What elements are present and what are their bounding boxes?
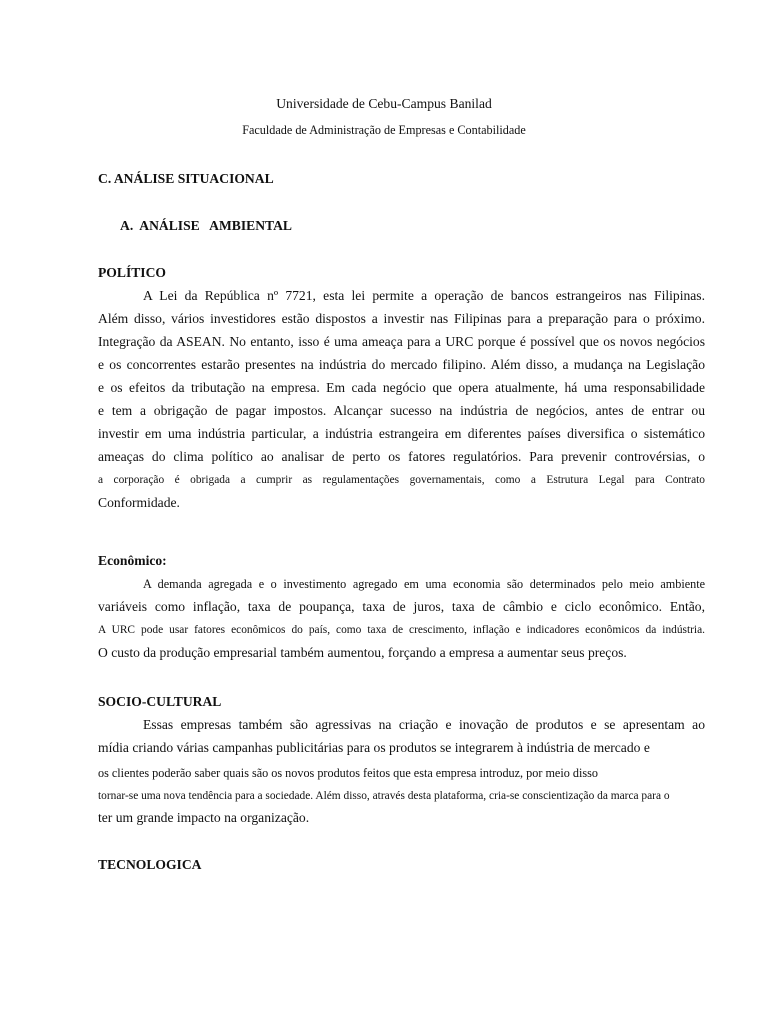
economico-line: A demanda agregada e o investimento agregado em uma economia são determinados pelo meio ambiente xyxy=(143,577,705,591)
section-title: C. ANÁLISE SITUACIONAL xyxy=(98,171,274,186)
economico-line: O custo da produção empresarial também aumentou, forçando a empresa a aumentar seus preços. xyxy=(98,645,627,660)
subsection-title: A. ANÁLISE AMBIENTAL xyxy=(120,218,292,233)
politico-line: ameaças do clima político ao analisar de perto os fatores regulatórios. Para prevenir controvérsias, o xyxy=(98,449,705,464)
politico-line: e tem a obrigação de pagar impostos. Alcançar sucesso na indústria de negócios, antes de entrar ou xyxy=(98,403,705,418)
sociocultural-line: Essas empresas também são agressivas na criação e inovação de produtos e se apresentam ao xyxy=(143,717,705,732)
sociocultural-line: tornar-se uma nova tendência para a sociedade. Além disso, através desta plataforma, cria-se conscientização da marca para o xyxy=(98,790,670,802)
politico-line: Conformidade. xyxy=(98,495,180,510)
politico-line: Além disso, vários investidores estão dispostos a investir nas Filipinas para a preparação para o próximo. xyxy=(98,311,705,326)
politico-line: e os efeitos da tributação na empresa. Em cada negócio que opera atualmente, há uma responsabilidade xyxy=(98,380,705,395)
politico-line: e os concorrentes estarão presentes na indústria do mercado filipino. Além disso, a mudança na Legislação xyxy=(98,357,705,372)
politico-line: A Lei da República nº 7721, esta lei permite a operação de bancos estrangeiros nas Filipinas. xyxy=(143,288,705,303)
economico-line: variáveis como inflação, taxa de poupança, taxa de juros, taxa de câmbio e ciclo econômico. Então, xyxy=(98,599,705,614)
politico-line: Integração da ASEAN. No entanto, isso é uma ameaça para a URC porque é possível que os novos negócios xyxy=(98,334,705,349)
university-name: Universidade de Cebu-Campus Banilad xyxy=(276,96,492,111)
sociocultural-line: ter um grande impacto na organização. xyxy=(98,810,310,825)
politico-heading: POLÍTICO xyxy=(98,265,166,280)
sociocultural-line: os clientes poderão saber quais são os novos produtos feitos que esta empresa introduz, por meio disso xyxy=(98,766,598,780)
economico-line: A URC pode usar fatores econômicos do país, como taxa de crescimento, inflação e indicadores econômicos da indústria. xyxy=(98,624,705,636)
politico-line: a corporação é obrigada a cumprir as regulamentações governamentais, como a Estrutura Legal para Contrato xyxy=(98,474,705,486)
tecnologica-heading: TECNOLOGICA xyxy=(98,857,202,872)
politico-line: investir em uma indústria particular, a indústria estrangeira em diferentes países diversifica o sistemático xyxy=(98,426,705,441)
sociocultural-line: mídia criando várias campanhas publicitárias para os produtos se integrarem à indústria de mercado e xyxy=(98,740,650,755)
economico-heading: Econômico: xyxy=(98,553,167,568)
faculty-name: Faculdade de Administração de Empresas e Contabilidade xyxy=(242,123,526,137)
sociocultural-heading: SOCIO-CULTURAL xyxy=(98,694,222,709)
